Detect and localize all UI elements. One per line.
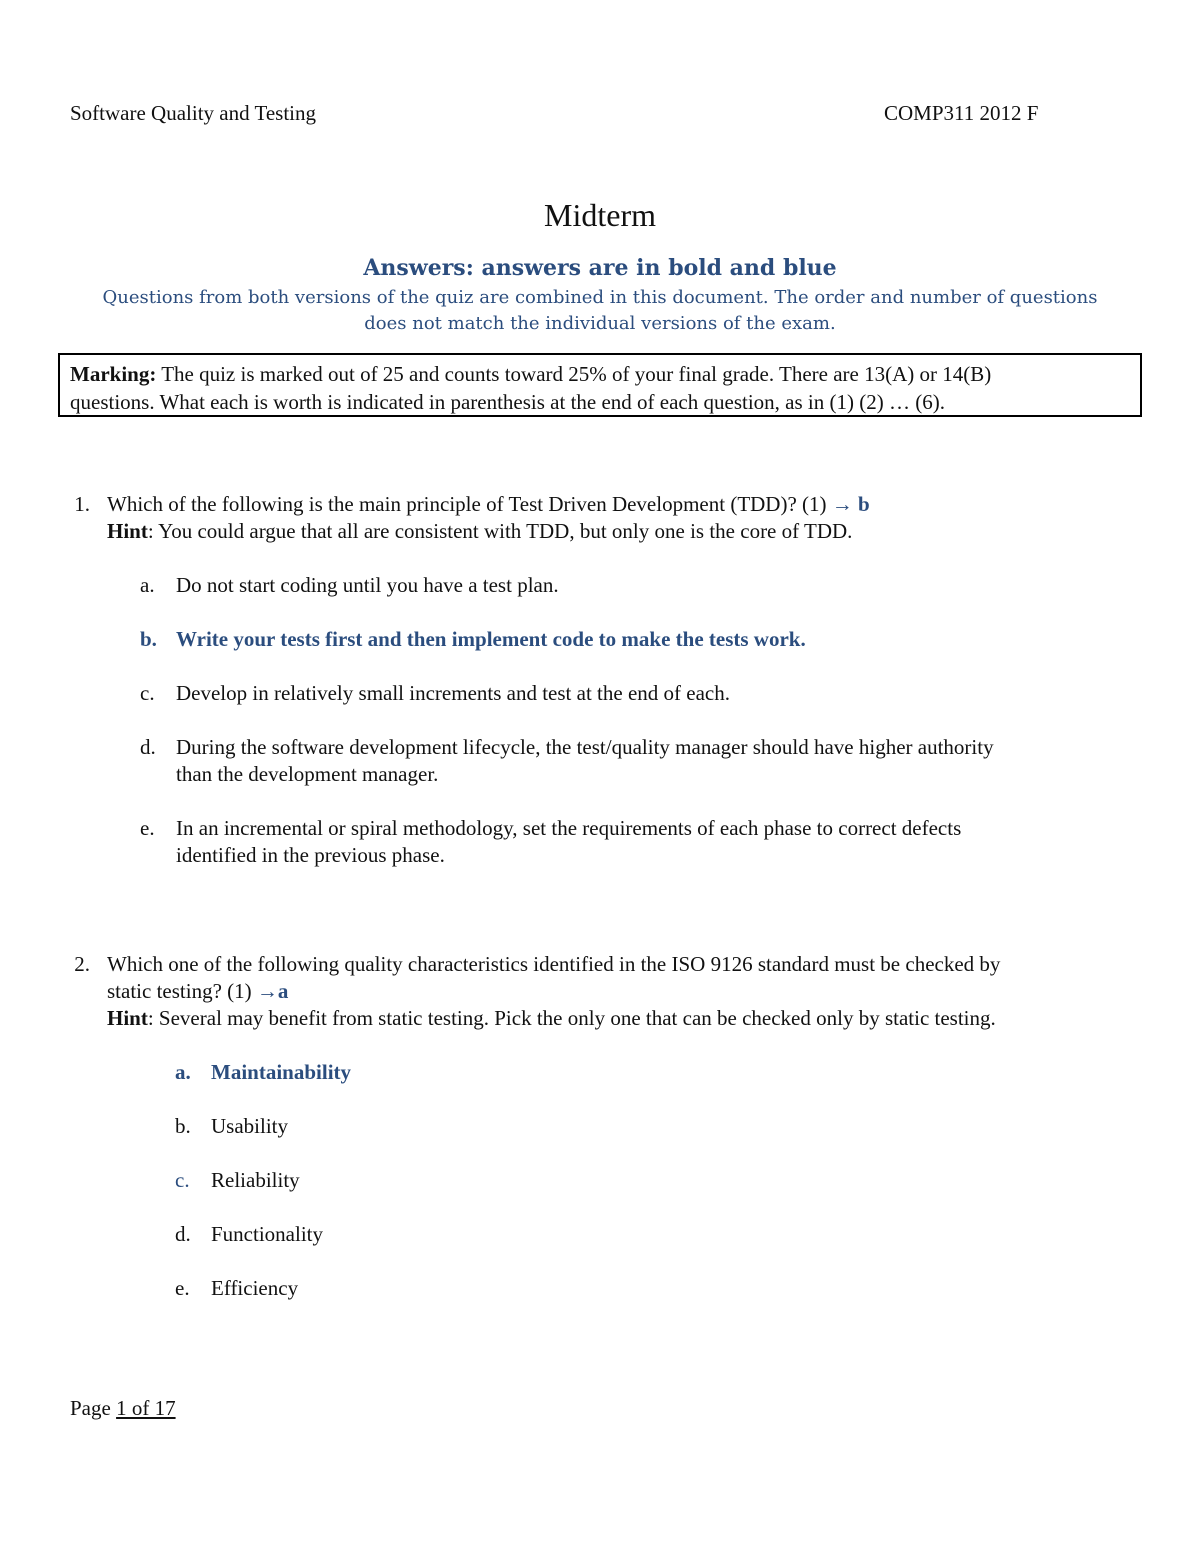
q2-option-a-text: Maintainability [211,1060,352,1084]
page-prefix: Page [70,1396,117,1420]
q1-option-d-text-2: than the development manager. [176,762,439,786]
q1-option-a-letter: a. [140,573,155,597]
marking-line-2: questions. What each is worth is indicated in parenthesis at the end of each question, as in (1) (2) … (6). [70,390,945,414]
q1-answer: → b [831,492,870,516]
q2-hint-text: : Several may benefit from static testing. Pick the only one that can be checked only by static testing. [147,1006,996,1030]
q1-text [107,491,870,518]
page-number [70,1395,176,1422]
answers-note-line-1: Questions from both versions of the quiz are combined in this document. The order and number of questions [102,287,1098,308]
q2-number: 2. [74,952,90,976]
q2-option-a-letter: a. [175,1060,191,1084]
q2-hint-label: Hint [107,1006,148,1030]
q1-option-d-text-1: During the software development lifecycle, the test/quality manager should have higher authority [176,735,994,759]
q1-option-b-letter: b. [140,627,157,651]
q1-option-b-text: Write your tests first and then implement code to make the tests work. [176,627,806,651]
q1-option-c-letter: c. [140,681,155,705]
q1-hint [107,518,852,545]
q2-option-c-letter: c. [175,1168,190,1192]
q2-option-e-letter: e. [175,1276,190,1300]
q1-option-c-text: Develop in relatively small increments and test at the end of each. [176,681,730,705]
q2-option-b-text: Usability [211,1114,288,1138]
q2-option-e-text: Efficiency [211,1276,299,1300]
marking-text-1: The quiz is marked out of 25 and counts toward 25% of your final grade. There are 13(A) or 14(B) [156,362,992,386]
answers-heading: Answers: answers are in bold and blue [363,255,837,281]
marking-line-1 [70,361,991,388]
q1-option-d-letter: d. [140,735,156,759]
q2-option-d-letter: d. [175,1222,191,1246]
q2-answer: →a [256,979,289,1003]
q2-text-1: Which one of the following quality characteristics identified in the ISO 9126 standard must be checked by [107,952,1001,976]
q2-option-d-text: Functionality [211,1222,323,1246]
q1-option-e-text-2: identified in the previous phase. [176,843,445,867]
answers-note-line-2: does not match the individual versions of the exam. [364,313,836,334]
q1-hint-label: Hint [107,519,148,543]
q2-option-b-letter: b. [175,1114,191,1138]
q2-question-end: static testing? (1) [107,979,257,1003]
page-count: 1 of 17 [116,1396,176,1420]
q1-number: 1. [74,492,90,516]
q1-hint-text: : You could argue that all are consistent with TDD, but only one is the core of TDD. [147,519,853,543]
q2-option-c-text: Reliability [211,1168,300,1192]
course-code: COMP311 2012 F [884,101,1039,125]
q1-question: Which of the following is the main principle of Test Driven Development (TDD)? (1) [107,492,832,516]
q2-text-2 [107,978,288,1005]
page-title: Midterm [544,197,656,233]
q1-option-e-text-1: In an incremental or spiral methodology, set the requirements of each phase to correct defects [176,816,962,840]
course-name: Software Quality and Testing [70,101,317,125]
marking-label: Marking: [70,362,157,386]
q1-option-e-letter: e. [140,816,155,840]
q1-option-a-text: Do not start coding until you have a test plan. [176,573,559,597]
q2-hint [107,1005,996,1032]
